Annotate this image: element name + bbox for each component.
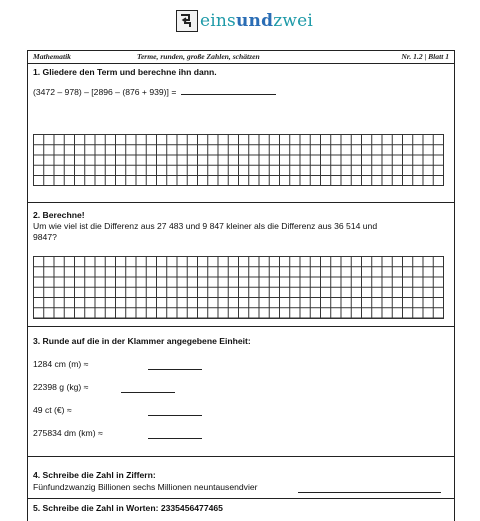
task3-title: 3. Runde auf die in der Klammer angegebene Einheit: bbox=[33, 336, 251, 346]
task2-grid[interactable] bbox=[33, 256, 444, 319]
task3-divider bbox=[27, 456, 455, 457]
task1-grid[interactable] bbox=[33, 134, 444, 186]
task4-divider bbox=[27, 498, 455, 499]
logo-icon bbox=[176, 10, 198, 32]
task2-title: 2. Berechne! bbox=[33, 210, 85, 220]
task1-title: 1. Gliedere den Term und berechne ihn dann. bbox=[33, 67, 217, 77]
task3-answer-line[interactable] bbox=[148, 430, 202, 439]
task3-answer-line[interactable] bbox=[148, 361, 202, 370]
task1-answer-line[interactable] bbox=[181, 86, 276, 95]
task3-answer-line[interactable] bbox=[148, 407, 202, 416]
logo-text: einsundzwei bbox=[200, 11, 314, 31]
logo bbox=[176, 8, 313, 34]
header-number: Nr. 1.2 | Blatt 1 bbox=[401, 52, 449, 61]
task2-text-line2: 9847? bbox=[33, 232, 57, 242]
task5-title: 5. Schreibe die Zahl in Worten: 2335456477465 bbox=[33, 503, 223, 513]
task3-item-label: 275834 dm (km) ≈ bbox=[33, 428, 103, 438]
task1-divider bbox=[27, 202, 455, 203]
task4-title: 4. Schreibe die Zahl in Ziffern: bbox=[33, 470, 156, 480]
task1-term-row bbox=[33, 86, 276, 98]
task3-item-label: 1284 cm (m) ≈ bbox=[33, 359, 89, 369]
task3-item-label: 22398 g (kg) ≈ bbox=[33, 382, 89, 392]
task4-answer-line[interactable] bbox=[298, 484, 441, 493]
header-subject: Mathematik bbox=[33, 52, 71, 61]
task3-item-label: 49 ct (€) ≈ bbox=[33, 405, 72, 415]
task1-term: (3472 – 978) – [2896 – (876 + 939)] = bbox=[33, 87, 177, 97]
header-divider bbox=[27, 63, 455, 64]
task3-answer-line[interactable] bbox=[121, 384, 175, 393]
task4-text: Fünfundzwanzig Billionen sechs Millionen neuntausendvier bbox=[33, 482, 258, 492]
task2-text-line1: Um wie viel ist die Differenz aus 27 483 und 9 847 kleiner als die Differenz aus 36 514 und bbox=[33, 221, 378, 231]
task2-divider bbox=[27, 326, 455, 327]
header-topic: Terme, runden, große Zahlen, schätzen bbox=[137, 52, 260, 61]
